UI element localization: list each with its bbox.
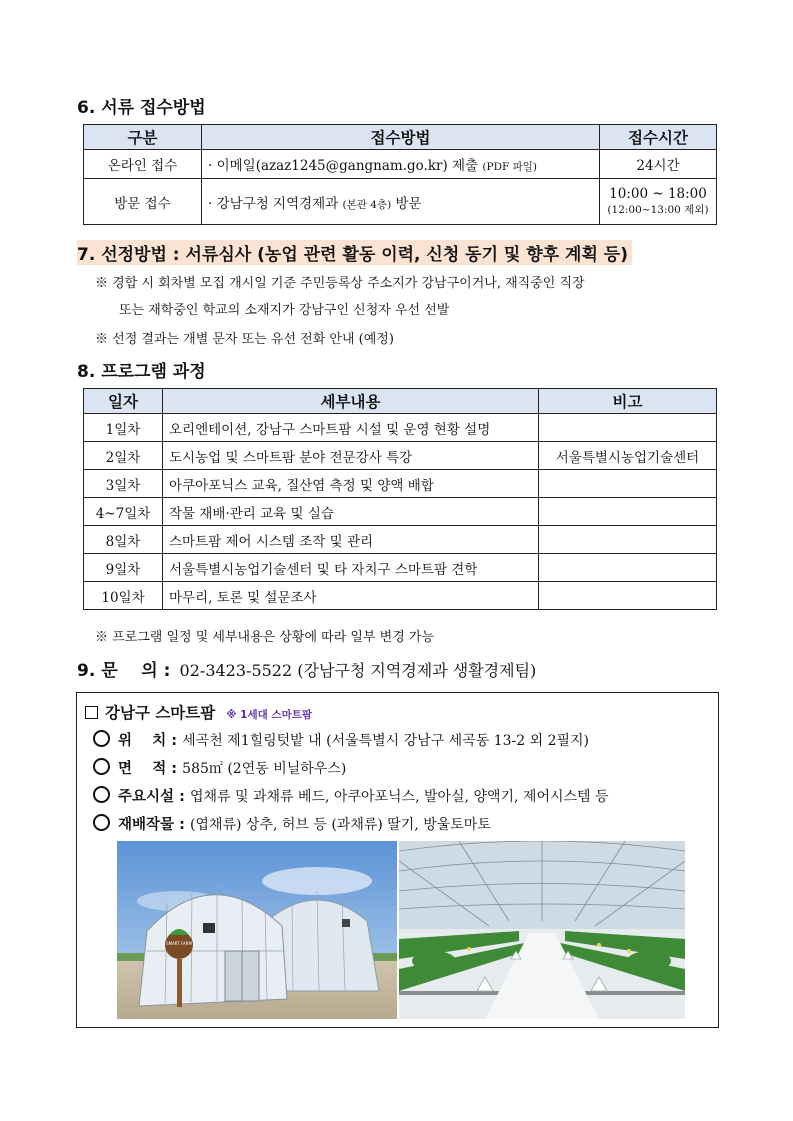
program-remark xyxy=(539,526,717,554)
contact-info: 02-3423-5522 (강남구청 지역경제과 생활경제팀) xyxy=(179,661,537,680)
smart-farm-box xyxy=(76,692,719,1028)
table-row xyxy=(84,582,717,610)
farm-item-label: 주요시설 : xyxy=(118,789,185,805)
program-detail: 작물 재배·관리 교육 및 실습 xyxy=(163,498,539,526)
reception-time: 24시간 xyxy=(600,150,717,179)
farm-title: 강남구 스마트팜 xyxy=(105,704,216,722)
table-row xyxy=(84,554,717,582)
reception-time xyxy=(600,179,717,225)
bullet-circle-icon xyxy=(93,730,110,747)
farm-item xyxy=(93,729,589,750)
program-remark xyxy=(539,498,717,526)
col-header-day: 일자 xyxy=(84,389,163,414)
farm-item-value: 세곡천 제1힐링텃밭 내 (서울특별시 강남구 세곡동 13-2 외 2필지) xyxy=(182,733,589,749)
farm-header xyxy=(85,701,312,723)
farm-subtitle: ※ 1세대 스마트팜 xyxy=(226,709,312,721)
farm-item xyxy=(93,785,609,806)
table-row xyxy=(84,179,717,225)
program-day: 9일차 xyxy=(84,554,163,582)
table-row xyxy=(84,414,717,442)
bullet-circle-icon xyxy=(93,814,110,831)
section-8-title: 8. 프로그램 과정 xyxy=(77,362,206,382)
reception-type: 방문 접수 xyxy=(84,179,202,225)
table-row xyxy=(84,498,717,526)
reception-table xyxy=(83,124,717,225)
checkbox-square-icon xyxy=(85,706,98,719)
greenhouse-exterior-photo xyxy=(117,841,397,1019)
method-note: (PDF 파일) xyxy=(482,161,538,173)
farm-item-value: (엽채류) 상추, 허브 등 (과채류) 딸기, 방울토마토 xyxy=(189,817,491,833)
bullet-circle-icon xyxy=(93,786,110,803)
farm-item-label: 위 치 : xyxy=(118,733,178,749)
table-row xyxy=(84,442,717,470)
reception-type: 온라인 접수 xyxy=(84,150,202,179)
col-header-time: 접수시간 xyxy=(600,125,717,150)
section-9-label: 9. 문 의 : xyxy=(77,661,171,681)
farm-item-label: 재배작물 : xyxy=(118,817,185,833)
program-detail: 오리엔테이션, 강남구 스마트팜 시설 및 운영 현황 설명 xyxy=(163,414,539,442)
bullet-circle-icon xyxy=(93,758,110,775)
program-detail: 스마트팜 제어 시스템 조작 및 관리 xyxy=(163,526,539,554)
farm-item xyxy=(93,757,346,778)
section-9 xyxy=(77,656,536,681)
method-note: (본관 4층) xyxy=(342,198,392,211)
program-remark xyxy=(539,470,717,498)
method-text: · 이메일(azaz1245@gangnam.go.kr) 제출 xyxy=(208,158,479,174)
farm-item-label: 면 적 : xyxy=(118,761,178,777)
program-note: ※ 프로그램 일정 및 세부내용은 상황에 따라 일부 변경 가능 xyxy=(95,630,435,645)
program-day: 4~7일차 xyxy=(84,498,163,526)
table-row xyxy=(84,470,717,498)
program-day: 10일차 xyxy=(84,582,163,610)
method-text: · 강남구청 지역경제과 xyxy=(208,195,339,212)
program-detail: 마무리, 토론 및 설문조사 xyxy=(163,582,539,610)
selection-note-2: ※ 선정 결과는 개별 문자 또는 유선 전화 안내 (예정) xyxy=(95,332,394,347)
program-table xyxy=(83,388,717,610)
program-day: 8일차 xyxy=(84,526,163,554)
program-day: 1일차 xyxy=(84,414,163,442)
selection-note-1: ※ 경합 시 회차별 모집 개시일 기준 주민등록상 주소지가 강남구이거나, 재직중인 직장 xyxy=(95,276,585,291)
section-7-title: 7. 선정방법 : 서류심사 (농업 관련 활동 이력, 신청 동기 및 향후 계획 등) xyxy=(77,240,632,265)
col-header-detail: 세부내용 xyxy=(163,389,539,414)
col-header-type: 구분 xyxy=(84,125,202,150)
farm-item xyxy=(93,813,491,834)
sign-text: SMART FARM xyxy=(166,941,192,946)
program-detail: 서울특별시농업기술센터 및 타 자치구 스마트팜 견학 xyxy=(163,554,539,582)
program-remark xyxy=(539,554,717,582)
time-note: (12:00~13:00 제외) xyxy=(607,204,709,216)
farm-item-value: 585㎡ (2연동 비닐하우스) xyxy=(182,761,347,777)
program-remark: 서울특별시농업기술센터 xyxy=(539,442,717,470)
program-detail: 아쿠아포닉스 교육, 질산염 측정 및 양액 배합 xyxy=(163,470,539,498)
method-text-post: 방문 xyxy=(395,195,422,212)
section-6-title: 6. 서류 접수방법 xyxy=(77,98,206,118)
greenhouse-interior-photo xyxy=(399,841,685,1019)
reception-method xyxy=(202,179,600,225)
program-remark xyxy=(539,414,717,442)
col-header-method: 접수방법 xyxy=(202,125,600,150)
time-text: 10:00 ~ 18:00 xyxy=(609,186,707,202)
col-header-remark: 비고 xyxy=(539,389,717,414)
program-day: 3일차 xyxy=(84,470,163,498)
table-row xyxy=(84,150,717,179)
program-day: 2일차 xyxy=(84,442,163,470)
selection-note-1-cont: 또는 재학중인 학교의 소재지가 강남구인 신청자 우선 선발 xyxy=(119,303,450,318)
program-remark xyxy=(539,582,717,610)
reception-method xyxy=(202,150,600,179)
table-row xyxy=(84,526,717,554)
program-detail: 도시농업 및 스마트팜 분야 전문강사 특강 xyxy=(163,442,539,470)
farm-item-value: 엽채류 및 과채류 베드, 아쿠아포닉스, 발아실, 양액기, 제어시스템 등 xyxy=(189,789,609,805)
